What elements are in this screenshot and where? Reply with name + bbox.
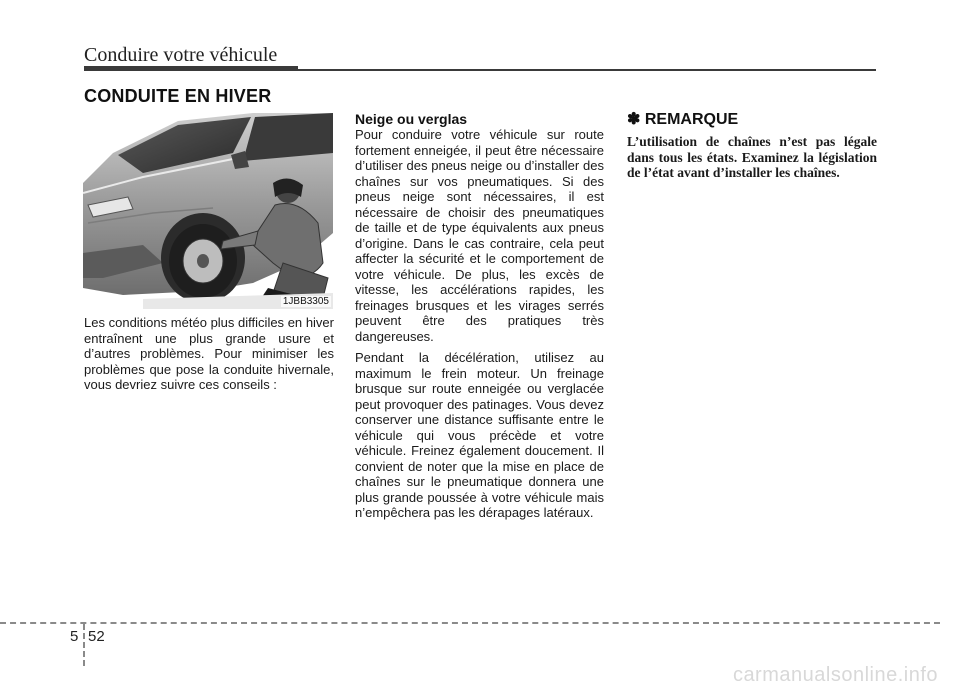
note-box [627,110,877,187]
middle-column [355,111,604,527]
car-and-person-drawing [83,113,333,309]
figure-code: 1JBB3305 [282,296,329,307]
note-heading: ✽ REMARQUE [627,111,739,128]
chapter-number: 5 [70,628,79,645]
car-side-window [243,113,333,161]
footer-divider [83,624,85,666]
snow-ice-paragraph-2: Pendant la décélération, utilisez au maximum le frein moteur. Un freinage brusque sur route enneigée ou verglacée peut provoquer des patinages. Vous devez conserver une distance suffisante entre le véhicule qui vous précède et votre véhicule. Freinez également doucement. Il convient de noter que la mise en place de chaînes sur le pneumatique donnera une plus grande poussée à votre véhicule mais n’empêchera pas les dérapages latéraux. [355,350,604,520]
header-rule-thin [298,69,876,71]
header-rule-thick [84,66,298,71]
page-number: 52 [88,628,105,645]
section-title: CONDUITE EN HIVER [84,86,272,106]
footer-rule [0,622,940,624]
note-body: L’utilisation de chaînes n’est pas légale dans tous les états. Examinez la législation de l’état avant d’installer les chaînes. [627,134,877,180]
winter-chains-illustration [83,113,333,309]
left-column [84,315,334,399]
snow-ice-paragraph-1: Pour conduire votre véhicule sur route fortement enneigée, il peut être nécessaire d’utiliser des pneus neige ou d’installer des chaînes sur vos pneumatiques. Si des pneus neige sont nécessaires, il est nécessaire de choisir des pneumatiques de taille et de type équivalents aux pneus d’origine. Dans le cas contraire, cela peut affecter la sécurité et le comportement de votre véhicule. De plus, les excès de vitesse, les accélérations rapides, les freinages brusques et les virages serrés peuvent être des pratiques très dangereuses. [355,127,604,344]
snow-ice-heading: Neige ou verglas [355,111,468,127]
running-title: Conduire votre véhicule [84,44,278,66]
watermark[interactable]: carmanualsonline.info [732,664,938,686]
intro-paragraph: Les conditions météo plus difficiles en hiver entraînent une plus grande usure et d’autres problèmes. Pour minimiser les problèmes que pose la conduite hivernale, vous devriez suivre ces conseils : [84,315,334,392]
